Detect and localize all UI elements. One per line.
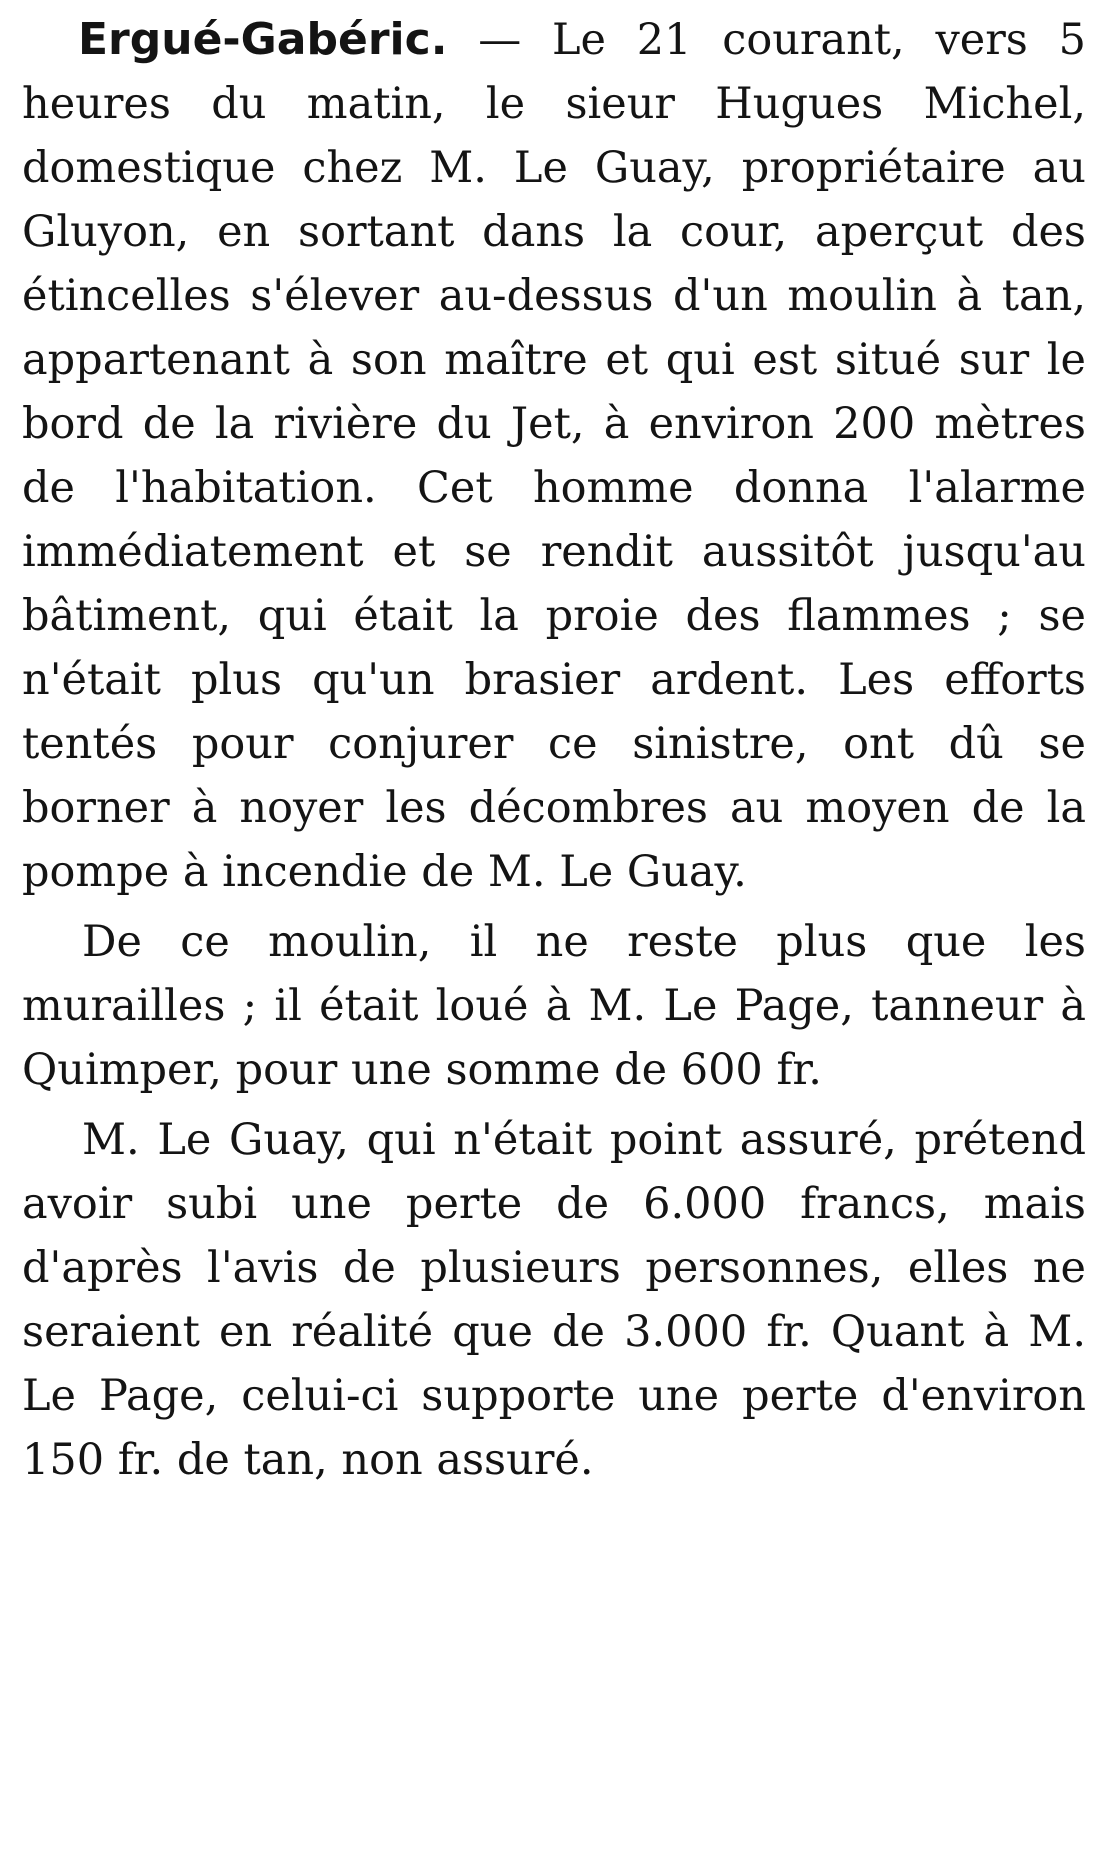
article-heading: Ergué-Gabéric. — [78, 14, 448, 65]
article-paragraph-1 — [22, 8, 1086, 904]
article-paragraph-1-text: — Le 21 courant, vers 5 heures du matin, le sieur Hugues Michel, domestique chez M. Le Guay, propriétaire au Gluyon, en sortant dans la cour, aperçut des étincelles s'élever au-dessus d'un moulin à tan, appartenant à son maître et qui est situé sur le bord de la rivière du Jet, à environ 200 mètres de l'habitation. Cet homme donna l'alarme immédiatement et se rendit aussitôt jusqu'au bâtiment, qui était la proie des flammes ; se n'était plus qu'un brasier ardent. Les efforts tentés pour conjurer ce sinistre, ont dû se borner à noyer les décombres au moyen de la pompe à incendie de M. Le Guay. — [22, 15, 1086, 897]
article-paragraph-2: De ce moulin, il ne reste plus que les murailles ; il était loué à M. Le Page, tanneur à Quimper, pour une somme de 600 fr. — [22, 917, 1086, 1095]
article-paragraph-3: M. Le Guay, qui n'était point assuré, prétend avoir subi une perte de 6.000 francs, mais d'après l'avis de plusieurs personnes, elles ne seraient en réalité que de 3.000 fr. Quant à M. Le Page, celui-ci supporte une perte d'environ 150 fr. de tan, non assuré. — [22, 1115, 1086, 1485]
article-column — [22, 8, 1086, 1492]
